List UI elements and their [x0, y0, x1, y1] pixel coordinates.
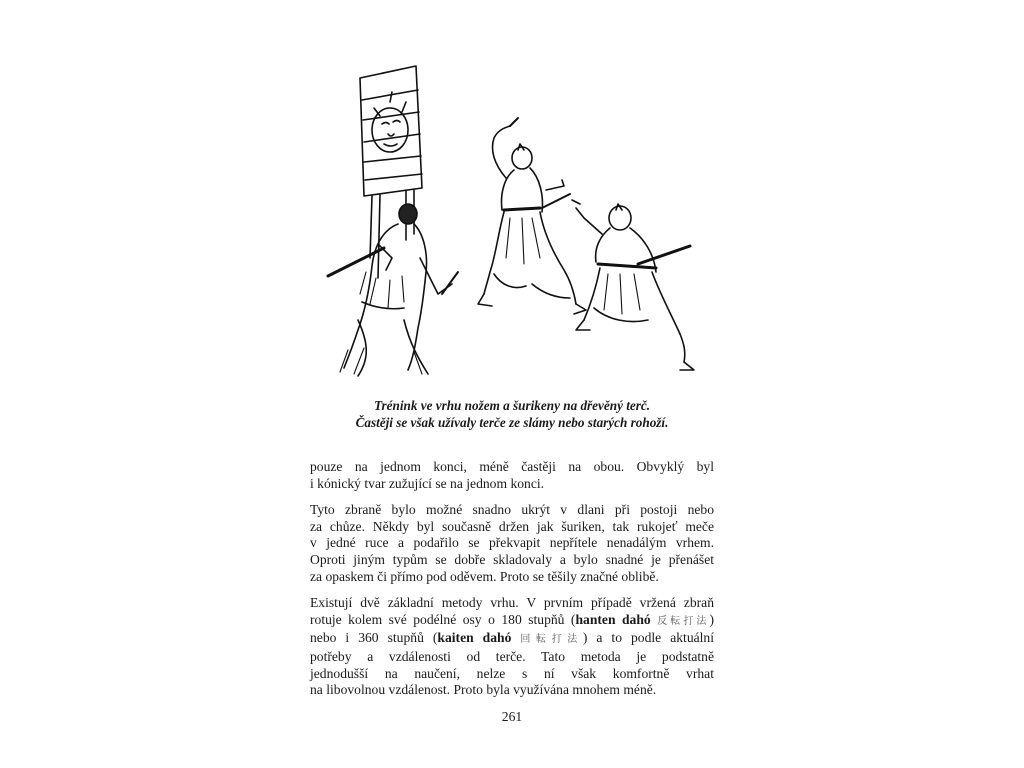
figure-right	[572, 200, 694, 370]
text-line: i kónický tvar zužující se na jednom konci.	[310, 475, 545, 491]
text-fragment: )	[709, 611, 715, 627]
body-text	[310, 459, 714, 709]
paragraph-1	[310, 459, 714, 492]
japanese-term: 反転打法	[657, 615, 710, 627]
text-line: pouze na jednom konci, méně častěji na obou. Obvyklý byl	[310, 459, 714, 474]
term-kaiten-daho: kaiten dahó	[437, 630, 512, 646]
text-line: Existují dvě základní metody vrhu. V prvním případě vržená zbraň	[310, 595, 714, 611]
text-line: za chůze. Někdy byl současně držen jak šuriken, tak rukojeť meče	[310, 518, 714, 534]
figure-left	[328, 204, 458, 376]
paragraph-2	[310, 502, 714, 585]
text-line: v jedné ruce a podařilo se překvapit nepřítele nenadálým vrhem.	[310, 535, 714, 551]
text-line	[310, 630, 714, 649]
wooden-target	[360, 66, 422, 278]
training-illustration	[318, 58, 710, 388]
japanese-term: 回転打法	[520, 634, 583, 646]
text-line: Tyto zbraně bylo možné snadno ukrýt v dlani při postoji nebo	[310, 502, 714, 518]
text-line: potřeby a vzdálenosti od terče. Tato metoda je podstatně	[310, 648, 714, 664]
figure-caption	[310, 397, 714, 431]
text-line: na libovolnou vzdálenost. Proto byla využívána mnohem méně.	[310, 682, 657, 698]
text-line: za opaskem či přímo pod oděvem. Proto se těšily značné oblibě.	[310, 568, 659, 584]
text-fragment: rotuje kolem své podélné osy o 180 stupňů (	[310, 611, 576, 627]
figure-middle	[478, 118, 586, 314]
text-fragment: nebo i 360 stupňů (	[310, 630, 438, 646]
caption-line-1: Trénink ve vrhu nožem a šurikeny na dřevěný terč.	[373, 398, 651, 413]
term-hanten-daho: hanten dahó	[575, 611, 651, 627]
paragraph-3	[310, 595, 714, 699]
text-line: jednodušší na naučení, nelze s ní však komfortně vrhat	[310, 665, 714, 681]
text-fragment: ) a to podle aktuální	[582, 630, 714, 646]
text-line: Oproti jiným typům se dobře skladovaly a bylo snadné je přenášet	[310, 551, 714, 567]
page-number: 261	[501, 709, 523, 724]
caption-line-2: Častěji se však užívaly terče ze slámy nebo starých rohoží.	[355, 415, 669, 430]
text-line	[310, 612, 714, 631]
